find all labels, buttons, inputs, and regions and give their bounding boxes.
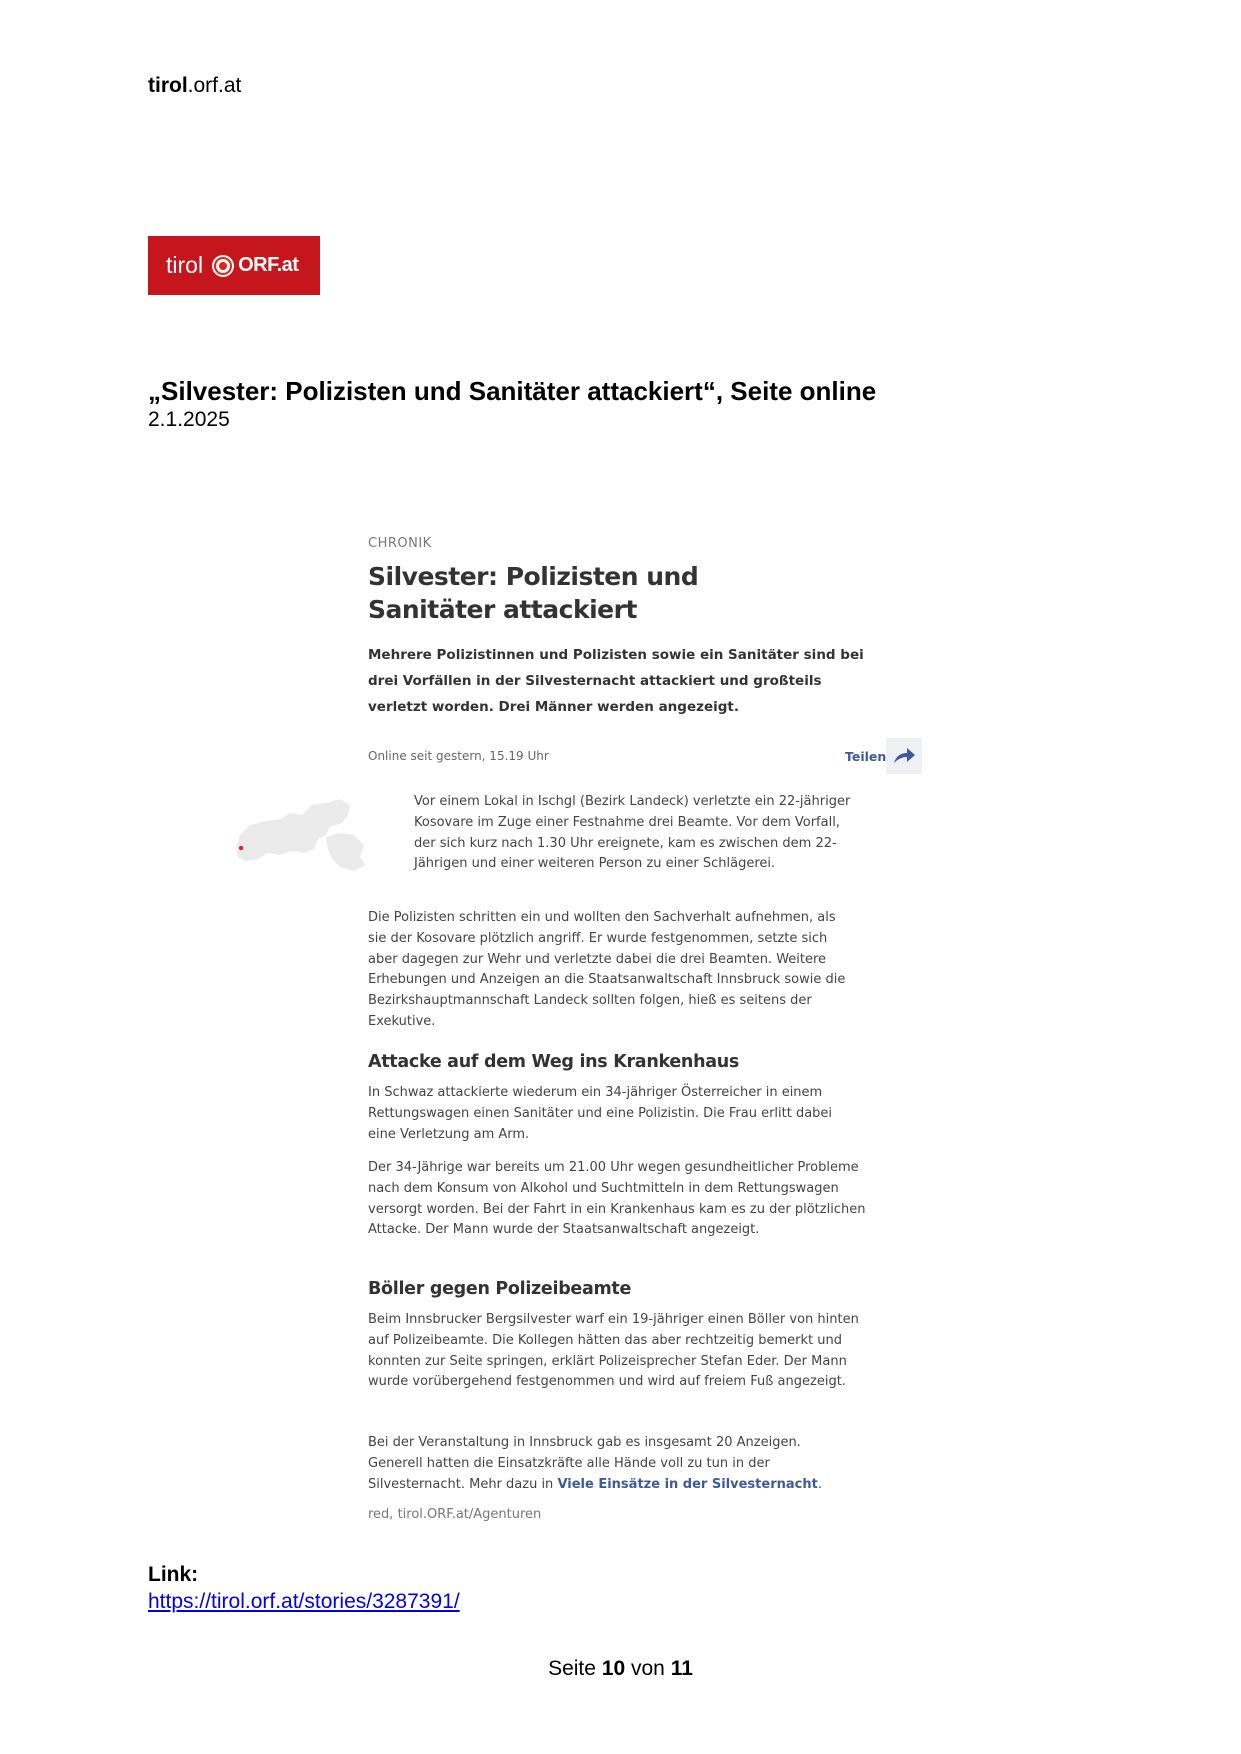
article-timestamp: Online seit gestern, 15.19 Uhr	[368, 749, 549, 763]
paragraph-4: Der 34-Jährige war bereits um 21.00 Uhr wegen gesundheitlicher Probleme nach dem Konsum von Alkohol und Suchtmitteln in dem Rettungswagen versorgt worden. Bei der Fahrt in ein Krankenhaus kam es zu der plötzlichen Attacke. Der Mann wurde der Staatsanwaltschaft angezeigt.	[368, 1160, 866, 1238]
link-label: Link:	[148, 1563, 199, 1586]
related-story-link[interactable]: Viele Einsätze in der Silvesternacht	[557, 1476, 818, 1492]
paragraph-6-end: .	[817, 1476, 822, 1492]
page-total: 11	[670, 1657, 693, 1680]
paragraph-5: Beim Innsbrucker Bergsilvester warf ein 19-jähriger einen Böller von hinten auf Polizeibeamte. Die Kollegen hätten das aber rechtzeitig bemerkt und konnten zur Seite springen, erklärt Polizeisprecher Stefan Eder. Der Mann wurde vorübergehend festgenommen und wird auf freiem Fuß angezeigt.	[368, 1312, 859, 1390]
article-source: red, tirol.ORF.at/Agenturen	[368, 1507, 542, 1522]
logo-orf-text: ORF.at	[238, 254, 299, 276]
paragraph-2: Die Polizisten schritten ein und wollten den Sachverhalt aufnehmen, als sie der Kosovare plötzlich angriff. Er wurde festgenommen, setzte sich aber dagegen zur Wehr und verletzte dabei die drei Beamten. Weitere Erhebungen und Anzeigen an die Staatsanwaltschaft Innsbruck sowie die Bezirkshauptmannschaft Landeck sollten folgen, hieß es seitens der Exekutive.	[368, 910, 846, 1029]
article-title: Silvester: Polizisten und Sanitäter attackiert	[368, 562, 699, 624]
logo-tirol-text: tirol	[166, 252, 204, 278]
paragraph-6	[368, 1433, 858, 1495]
document-date: 2.1.2025	[148, 408, 230, 431]
page-prefix: Seite	[548, 1657, 596, 1680]
page-number	[0, 1657, 1241, 1681]
article-category: CHRONIK	[368, 536, 432, 551]
site-name-bold: tirol	[148, 74, 188, 97]
paragraph-1: Vor einem Lokal in Ischgl (Bezirk Landeck) verletzte ein 22-jähriger Kosovare im Zuge einer Festnahme drei Beamte. Vor dem Vorfall, der sich kurz nach 1.30 Uhr ereignete, kam es zwischen dem 22-Jährigen und einer weiteren Person zu einer Schlägerei.	[414, 794, 851, 872]
subheading-boeller: Böller gegen Polizeibeamte	[368, 1279, 632, 1299]
subheading-krankenhaus: Attacke auf dem Weg ins Krankenhaus	[368, 1052, 740, 1072]
page-current: 10	[601, 1657, 626, 1680]
share-button[interactable]	[886, 738, 922, 774]
article-lead: Mehrere Polizistinnen und Polizisten sowie ein Sanitäter sind bei drei Vorfällen in der Silvesternacht attackiert und großteils verletzt worden. Drei Männer werden angezeigt.	[368, 647, 864, 715]
story-url-link[interactable]: https://tirol.orf.at/stories/3287391/	[148, 1590, 460, 1613]
tirol-map-icon	[228, 795, 368, 873]
paragraph-6-text: Bei der Veranstaltung in Innsbruck gab es insgesamt 20 Anzeigen. Generell hatten die Einsatzkräfte alle Hände voll zu tun in der Silvesternacht. Mehr dazu in	[368, 1435, 801, 1492]
paragraph-3: In Schwaz attackierte wiederum ein 34-jähriger Österreicher in einem Rettungswagen einen Sanitäter und eine Polizistin. Die Frau erlitt dabei eine Verletzung am Arm.	[368, 1085, 833, 1142]
site-name-rest: .orf.at	[187, 74, 242, 97]
share-arrow-icon	[892, 747, 916, 765]
page-mid: von	[631, 1657, 665, 1680]
orf-eye-icon	[212, 255, 234, 277]
tirol-orf-logo	[148, 236, 320, 295]
document-title: „Silvester: Polizisten und Sanitäter attackiert“, Seite online	[148, 376, 877, 406]
share-label[interactable]: Teilen	[845, 749, 887, 764]
site-header	[148, 74, 241, 98]
